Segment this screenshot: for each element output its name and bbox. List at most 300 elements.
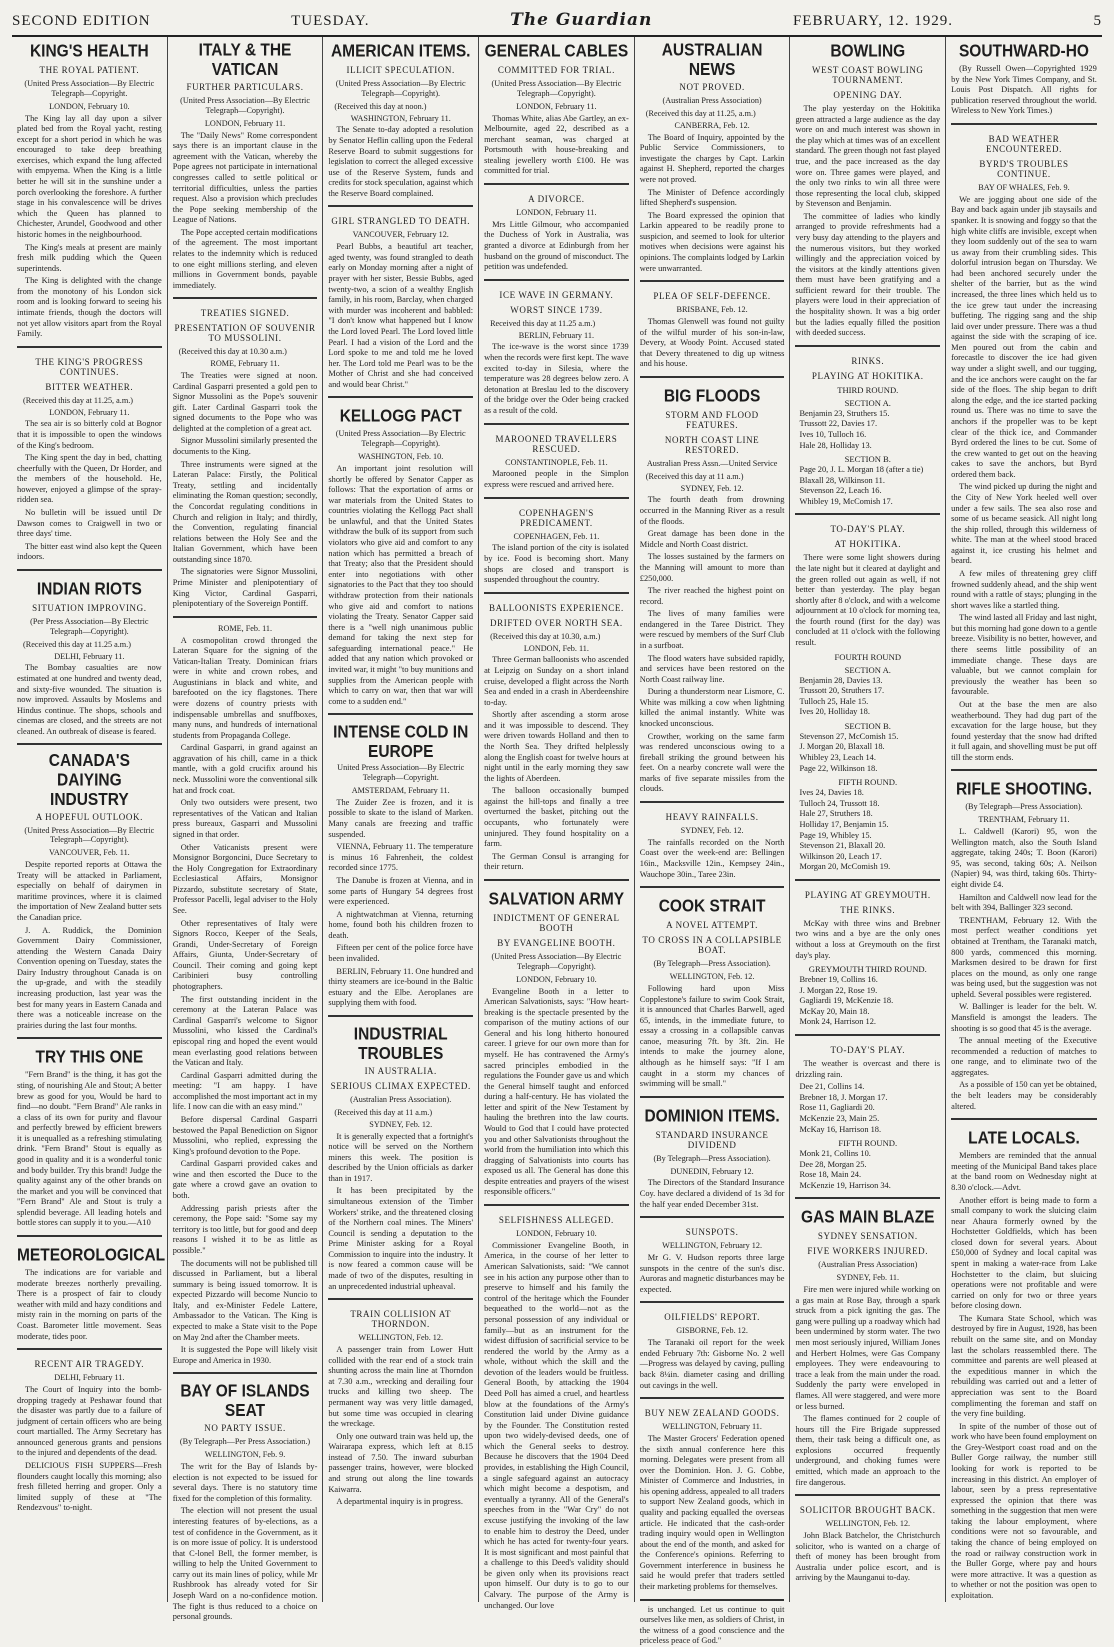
dateline: SYDNEY, Feb. 11.	[836, 1273, 900, 1283]
article-headline: DOMINION ITEMS.	[644, 1106, 780, 1127]
article	[17, 1037, 162, 1229]
wire-credit: Australian Press Assn.—United Service	[646, 458, 778, 468]
dateline: WASHINGTON, Feb. 10.	[358, 452, 444, 462]
paragraph: It is suggested the Pope will likely visit Europe and America in 1930.	[172, 1345, 318, 1365]
column-4	[479, 37, 635, 1610]
article-subhead: OPENING DAY.	[833, 90, 903, 101]
paragraph: A cosmopolitan crowd thronged the Lateran Square for the signing of the Vatican-Italian Treaty. Dominican friars were in white and crown robes, and Augustinians in black and white, and barefooted on the icy flagstones. There were dozens of country priests with indispensable umbrellas and snuffboxes, many nuns, and hundreds of international students from Propaganda College.	[172, 635, 318, 740]
paragraph: Cardinal Gasparri, in grand against an aggravation of his chill, came in a thick mantle, with a gold crucifix around his neck. Mussolini wore the conventional silk hat and frock coat.	[172, 743, 318, 795]
score-line: McKay 16, Harrison 18.	[799, 1124, 882, 1134]
day-label: TUESDAY.	[291, 13, 370, 29]
score-line: Hale 28, Holliday 13.	[799, 440, 872, 450]
paragraph: The signatories were Signor Mussolini, Prime Minister and plenipotentiary of King Victor, Cardinal Gasparri, plenipotentiary of the Sovereign Pontiff.	[172, 567, 318, 609]
dateline: CANBERRA, Feb. 12.	[674, 120, 750, 130]
score-line: Monk 21, Collins 10.	[799, 1149, 871, 1159]
paragraph: Out at the base the men are also weatherbound. They had dug part of the excavation for the large house, but they found yesterday that the snow had drifted it full again, and shovelling must be put off till the storm ends.	[951, 699, 1097, 762]
dateline: AMSTERDAM, February 11.	[351, 786, 450, 796]
article-subhead: PLAYING AT HOKITIKA.	[811, 370, 924, 381]
paragraph: BERLIN, February 11. One hundred and thirty steamers are ice-bound in the Baltic estuary and the Elbe. Aeroplanes are supplying them with food.	[328, 966, 474, 1008]
article-subhead: FIVE WORKERS INJURED.	[807, 1246, 929, 1257]
paragraph: The lives of many families were endangered in the Taree District. They were rescued by members of the Surf Club in a surfboat.	[639, 609, 785, 650]
article-subhead: TO-DAY'S PLAY.	[830, 524, 906, 535]
paragraph: Cardinal Gasparri provided cakes and wine and then escorted the Duce to the gate where a crowd gave an ovation to both.	[172, 1159, 318, 1201]
section-label: FIFTH ROUND.	[838, 777, 898, 788]
dateline: ROME, February 11.	[210, 359, 280, 369]
article	[951, 1118, 1097, 1601]
paragraph: The island portion of the city is isolated by ice. Food is becoming short. Many shops are closed and transport is suspended throughout the country.	[484, 543, 629, 585]
article-subhead: TO-DAY'S PLAY.	[830, 1045, 906, 1056]
paragraph: Fire men were injured while working on a gas main at Rose Bay, through a spark struck from a pick igniting the gas. The gang were pulling up a roadway which had been undermined by storm water. The two men most seriously injured, William Jones and Herbert Holmes, were Gas Company employees. They were endeavouring to trace a leak from the main under the road. Suddenly the party were enveloped in flames. All were staggered, and were more or less burned.	[795, 1285, 941, 1411]
article	[328, 1298, 473, 1508]
paragraph: The "Daily News" Rome correspondent says there is an important clause in the agreement with the Vatican, whereby the Pope agrees not participate in international congresses called to settle political or territorial difficulties, unless the parties request. Also a provision which precludes the Pope seeking membership of the League of Nations.	[172, 130, 318, 225]
article-headline: LATE LOCALS.	[968, 1128, 1080, 1149]
article-subhead: A NOVEL ATTEMPT.	[666, 920, 759, 931]
dateline: WASHINGTON, February 11.	[350, 113, 451, 123]
article-subhead: FURTHER PARTICULARS.	[186, 82, 304, 93]
paragraph: There were some light showers during the late night but it cleared at daylight and the green rolled out again as well, if not better than yesterday. The play began shortly after 8 o'clock, and with a welcome adjournment at 10 o'clock for morning tea, the fourth round (first for the day) was concluded at 11 o'clock with the following result.	[795, 553, 941, 648]
dateline: WELLINGTON, February 12.	[662, 1241, 763, 1251]
dateline: BERLIN, February 11.	[518, 330, 594, 340]
dateline: WELLINGTON, Feb. 9.	[204, 1450, 286, 1460]
paragraph: The losses sustained by the farmers on the Manning will amount to more than £250,000.	[639, 552, 785, 583]
column-7	[946, 37, 1102, 1602]
score-line: J. Morgan 20, Blaxall 18.	[799, 742, 885, 752]
dateline: ROME, Feb. 11.	[218, 623, 273, 633]
paragraph: Hamilton and Caldwell now lead for the belt with 394, Ballinger 323 second.	[951, 892, 1097, 913]
article-headline: TRY THIS ONE	[35, 1048, 144, 1068]
paragraph: The Minister of Defence accordingly lifted Shepherd's suspension.	[639, 187, 785, 208]
score-line: Tulloch 24, Trussott 18.	[799, 798, 880, 808]
article	[17, 743, 162, 1031]
article-subhead: RECENT AIR TRAGEDY.	[34, 1359, 145, 1370]
dateline: LONDON, February 11.	[49, 407, 130, 417]
paragraph: Fifteen per cent of the police force have been invalided.	[328, 943, 474, 963]
paragraph: The Kumara State School, which was destroyed by fire in August, 1928, has been rebuilt on the same site, and on Monday last the scholars reassembled there. The committee and parents are well pleased at the expeditious manner in which the rebuilding was carried out and a letter of appreciation was sent to the Board complimenting the foreman and staff on the very fine building.	[951, 1313, 1097, 1419]
paragraph: An important joint resolution will shortly be offered by Senator Capper as follows: That the exportation of arms or war materials from the United States to countries violating the Kellogg Pact shall be unlawful, and that the United States withdraw the bulk of its support from such violators who give aid and comfort to any nation which has permitted a breach of that Treaty; also that the President should enter into negotiations with other signatories to the Pact that they too should withdraw protection from their nationals who give aid and comfort to nations violating the Treaty. Senator Capper said there is a "well nigh unanimous public demand for taking the next step for safeguarding international peace." He added that any nation which provoked or invited war, it might "to buy munitions and supplies from the American people with which to carry on war, then that war will come to a sudden end."	[328, 463, 474, 706]
article-headline: INDIAN RIOTS	[36, 579, 142, 600]
score-line: Stevenson 27, McComish 15.	[799, 731, 899, 741]
paragraph: Another effort is being made to form a small company to work the sluicing claim near Ahaura formerly owned by the Hochstetter Goldfields, which has been closed down for several years. About £50,000 of Sydney and local capital was spent in making a water-race from Lake Hochstetter to the claim, but sluicing operations were not profitable and were carried on only for two or three years before closing down.	[951, 1195, 1097, 1311]
article	[795, 1494, 940, 1584]
article-subhead: AT HOKITIKA.	[834, 539, 902, 550]
received-time: (Received this day at 11.25 a.m.)	[23, 639, 131, 649]
paragraph: The Zuider Zee is frozen, and it is possible to skate to the island of Marken. Many canals are freezing and traffic suspended.	[328, 797, 474, 839]
article	[328, 713, 473, 1009]
paragraph: The election will not present the usual interesting features of by-elections, as a test of confidence in the Government, as it is on more issue of policy. It is understood that C-lonel Bell, the former member, is willing to help the United Government to carry out its main lines of policy, while Mr Rushbrook has already voted for Sir Joseph Ward on a no-confidence motion. The fight is thus reduced to a choice on personal grounds.	[172, 1506, 318, 1622]
paragraph: The German Consul is arranging for their return.	[484, 851, 629, 872]
article	[640, 376, 785, 795]
paragraph: Only one outward train was held up, the Wairarapa express, which left at 8.15 instead of 7.50. The inward suburban passenger trains, however, were blocked and strung out along the line towards Kaiwarra.	[328, 1431, 474, 1494]
paragraph: The rainfalls recorded on the North Coast over the week-end are: Bellingen 16in., Macksville 12in., Kempsey 24in., Wauchope 30in., Taree 23in.	[639, 837, 785, 879]
paragraph: The King's meals at present are mainly fresh milk pudding which the Queen superintends.	[17, 242, 162, 273]
paragraph: The King spent the day in bed, chatting cheerfully with the Queen, Dr Horder, and the members of the household. He, however, enjoyed a glimpse of the spray-ridden sea.	[17, 453, 162, 505]
wire-credit: (United Press Association—By Electric Telegraph—Copyright).	[335, 79, 466, 98]
article	[640, 1397, 785, 1593]
article-subhead: ICE WAVE IN GERMANY.	[499, 289, 614, 300]
score-line: Rose 11, Gagliardi 20.	[799, 1103, 875, 1113]
article	[795, 879, 940, 1028]
received-time: Received this day at 11.25 a.m.)	[490, 318, 596, 328]
score-line: Whibley 19, McComish 17.	[799, 496, 893, 506]
article	[795, 345, 940, 508]
paragraph: No bulletin will be issued until Dr Dawson comes to Craigwell in two or three days' time.	[17, 508, 162, 539]
dateline: CONSTANTINOPLE, Feb. 11.	[505, 457, 608, 467]
article	[640, 886, 785, 1090]
dateline: BAY OF WHALES, Feb. 9.	[978, 182, 1070, 192]
received-time: (Received this day at 10.30 a.m.)	[178, 347, 287, 357]
article	[795, 513, 940, 872]
paragraph: The sea air is so bitterly cold at Bognor that it is impossible to open the windows of the King's bedroom.	[17, 419, 162, 450]
article-subhead: OILFIELDS' REPORT.	[664, 1312, 760, 1323]
paragraph: Cardinal Gasparri admitted during the meeting: "I am happy. I have accomplished the most important act in my life. I now can die with an easy mind."	[172, 1070, 318, 1112]
article	[951, 123, 1097, 763]
article-subhead: THE KING'S PROGRESS CONTINUES.	[35, 356, 144, 377]
article	[484, 592, 629, 873]
paragraph: The Board expressed the opinion that Larkin appeared to be readily prone to suspicion, and seemed to look for ulterior motives when decisions were against his opinions. The complaints lodged by Larkin were unwarranted.	[639, 210, 785, 273]
paragraph: The fourth death from drowning occurred in the Manning River as a result of the floods.	[639, 495, 785, 526]
score-line: Wilkinson 20, Leach 17.	[799, 851, 882, 861]
dateline: BRISBANE, Feb. 12.	[676, 305, 748, 315]
score-line: Stevenson 21, Blaxall 20.	[799, 841, 886, 851]
column-6	[790, 37, 946, 1602]
section-label: GREYMOUTH THIRD ROUND.	[808, 964, 927, 975]
paragraph: The bitter east wind also kept the Queen indoors.	[17, 541, 162, 562]
column-1	[12, 37, 168, 1602]
dateline: LONDON, February 10.	[516, 974, 597, 984]
paragraph: McKay with three wins and Brebner two wins and a bye are the only ones without a loss at Greymouth on the first day's play.	[795, 918, 941, 960]
article-subhead: COPENHAGEN'S PREDICAMENT.	[518, 507, 594, 528]
received-time: (Received this day at 10.30, a.m.)	[490, 631, 601, 641]
dateline: WELLINGTON, Feb. 12.	[825, 1519, 911, 1529]
dateline: LONDON, February 11.	[516, 101, 597, 111]
score-line: Page 22, Wilkinson 18.	[799, 763, 878, 773]
wire-credit: United Press Association—By Electric Telegraph—Copyright.	[337, 763, 465, 783]
score-line: Tulloch 25, Hale 15.	[799, 696, 869, 706]
paragraph: The documents will not be published till discussed in Parliament, but a liberal summary is being issued tomorrow. It is expected Pizzardo will become Nuncio to Italy, and ex-Minister Fedele Lattere, Ambassador to the Vatican. The King is expected to make a State visit to the Pope on May 2nd after the Chamber meets.	[172, 1258, 318, 1342]
paragraph: Three instruments were signed at the Lateran Palace: Firstly, the Political Treaty, settling and incidentally eliminating the Roman question; secondly, the Concordat regulating conditions in Church and religion in Italy; and thirdly, the Convention, regulating financial relations between the Holy See and the Italian Government, which have been outstanding since 1870.	[172, 459, 318, 564]
wire-credit: (By Telegraph—Press Association).	[653, 1153, 771, 1163]
article	[328, 396, 473, 707]
paragraph: The Senate to-day adopted a resolution by Senator Heflin calling upon the Federal Reserve Board to submit suggestions for legislation to correct the alleged excessive use of the Reserve System, funds and credits for stock speculation, against which the Reserve Board complained.	[328, 125, 474, 198]
dateline: GISBORNE, Feb. 12.	[676, 1326, 748, 1336]
article	[795, 1197, 940, 1488]
article-subhead: SITUATION IMPROVING.	[32, 602, 147, 613]
article-subhead: MAROONED TRAVELLERS RESCUED.	[495, 433, 618, 454]
article	[173, 616, 318, 1367]
wire-credit: (Australian Press Association).	[350, 1094, 452, 1104]
article-subhead: TREATIES SIGNED.	[200, 308, 290, 319]
article-subhead: NOT PROVED.	[679, 82, 745, 93]
article-subhead: INDICTMENT OF GENERAL BOOTH	[493, 912, 620, 933]
paragraph: Signor Mussolini similarly presented the documents to the King.	[172, 436, 318, 457]
dateline: SYDNEY, Feb. 12.	[680, 826, 744, 836]
article	[484, 279, 629, 417]
article	[17, 569, 162, 737]
article-subhead: SERIOUS CLIMAX EXPECTED.	[330, 1080, 471, 1091]
paragraph: The play yesterday on the Hokitika green attracted a large audience as the day wore on and much interest was shown in the play which at times was of an excellent standard. The green though not fast played true, and the pace increased as the day wore on. Three games were played, and the only two rinks to win all three were those representing the local club, skipped by Stevenson and Benjamin.	[795, 104, 941, 209]
score-line: McKay 20, Main 18.	[799, 1006, 870, 1016]
article-headline: BIG FLOODS	[663, 386, 761, 407]
article-subhead: WORST SINCE 1739.	[510, 304, 603, 315]
paragraph: Members are reminded that the annual meeting of the Municipal Band takes place at the band room on Wednesday night at 8.30 o'clock.—Advt.	[951, 1151, 1097, 1192]
wire-credit: (United Press Association—By Electric Telegraph—Copyright).	[180, 96, 310, 115]
score-line: Page 19, Whibley 15.	[799, 830, 872, 840]
article-headline: AUSTRALIAN NEWS	[661, 40, 763, 80]
article-headline: KING'S HEALTH	[29, 41, 149, 62]
score-line: Holliday 17, Benjamin 15.	[799, 819, 889, 829]
dateline: LONDON, February 10.	[516, 1229, 597, 1239]
newspaper-page	[12, 8, 1102, 1646]
article-subhead: A DIVORCE.	[528, 194, 585, 205]
article-subhead: BITTER WEATHER.	[45, 381, 134, 392]
article	[484, 879, 629, 1198]
paragraph: The Bombay casualties are now estimated at one hundred and twenty dead, and sixty-five wounded. The situation is now improved. Assaults by Moslems and Hindus continue. The shops, schools and cinemas are closed, and the streets are not cleaned. An outbreak of disease is feared.	[17, 663, 162, 736]
section-label: SECTION B.	[844, 720, 891, 731]
article	[17, 1348, 162, 1514]
paragraph: DELICIOUS FISH SUPPERS—Fresh flounders caught locally this morning; also fresh filleted herring and groper. Only a limited supply of these at "The Rendezvous" to-night.	[17, 1461, 162, 1513]
paragraph: TRENTHAM, February 12. With the most perfect weather conditions yet obtained at Trentham, the Taranaki match, 800 yards, commenced this morning. Marksmen desired to be drawn for first places on the mound, as only one range was being used, but the suggestion was not upheld. Several possibles were registered.	[951, 915, 1097, 999]
article	[640, 801, 785, 880]
paragraph: The indications are for variable and moderate breezes northerly prevailing. There is a prospect of fair to cloudy weather with mild and hazy conditions and misty rain in the morning on parts of the Coast. Barometer little movement. Seas moderate, tides poor.	[17, 1268, 162, 1341]
paragraph: Great damage has been done in the Midcle and North Coast district.	[639, 529, 785, 549]
article-headline: ITALY & THE VATICAN	[198, 40, 292, 80]
article-subhead: DRIFTED OVER NORTH SEA.	[490, 617, 623, 628]
received-time: (Received this day at 11 a.m.)	[334, 1107, 433, 1117]
article-headline: BOWLING	[830, 41, 906, 62]
paragraph: J. A. Ruddick, the Dominion Government Dairy Commissioner, attending the Western Canada Dairy Convention opening on Tuesday, states the Dairy Industry throughout Canada is on the up-grade, and with the steadily increasing production, last year was the best for many years in Eastern Canada and there was a noticeable increase on the prairies during the last four months.	[17, 925, 162, 1030]
paragraph: The flood waters have subsided rapidly, and services have been restored on the North Coast railway line.	[639, 653, 785, 684]
paragraph: We are jogging about one side of the Bay and back again under jib staysails and spanker. It is snowing and foggy so that the high white cliffs are invisible, except when they loom suddenly out of the sea to warn us away from their crumbling sides. This dolorful intrusion began on Thursday. We had been anchored securely under the shelter of the barrier, but as the wind increased, the three lines which held us to the ice grew taut under the increasing buffeting. The rigging sang and the ship laid over under pressure. There was a thud against the side with the scraping of ice. Men poured out from the cabin and forecastle to discover the ice had given way under a slight swell, and our tugging, and the ice anchors were caught on the far side of the floes. The ship began to drift along the edge, and the ice started packing round us. There was no time to save the anchors if the propeller was to be kept clear of the thick ice, and Commander Byrd ordered the lines to be cut. Some of the crew wanted to get out on the heaving cakes to save the anchors, but Byrd ordered them back.	[951, 194, 1097, 479]
article-subhead: SYDNEY SENSATION.	[817, 1231, 918, 1242]
dateline: VANCOUVER, February 12.	[352, 230, 449, 240]
article	[640, 1096, 785, 1210]
article-subhead: SELFISHNESS ALLEGED.	[498, 1215, 614, 1226]
article-subhead: THE RINKS.	[840, 904, 896, 915]
score-list	[799, 465, 940, 507]
wire-credit: (Per Press Association—By Electric Telegraph—Copyright).	[30, 616, 149, 636]
paragraph: L. Caldwell (Karori) 95, won the Wellington match, also the South Island aggregate, taking 240s; T. Boon (Karori) 95, was second, taking 60s; A. Neilson (Napier) 94, was third, taking 60s. Thirty-eight divide £4.	[951, 827, 1097, 890]
paragraph: It is generally expected that a fortnight's notice will be served on the Northern miners this week. The position is described by the Union officials as darker than in 1917.	[328, 1131, 474, 1183]
article-headline: KELLOGG PACT	[339, 407, 462, 427]
score-line: Gagliardi 19, McKenzie 18.	[799, 996, 894, 1006]
paragraph: The annual meeting of the Executive recommended a reduction of matches to one range, and to eliminate two of the aggregates.	[951, 1036, 1097, 1077]
paragraph: The Directors of the Standard Insurance Coy. have declared a dividend of 1s 3d for the half year ended December 31st.	[639, 1178, 785, 1209]
article	[328, 43, 473, 199]
dateline: LONDON, Feb. 11.	[523, 643, 589, 653]
article-subhead: NO PARTY ISSUE.	[204, 1423, 286, 1434]
paragraph: The Board of Inquiry, appointed by the Public Service Commissioners, to investigate the charges by Capt. Larkin against H. Shepherd, reported the charges were not proved.	[639, 132, 785, 184]
score-list	[799, 788, 940, 873]
dateline: DELHI, February 11.	[54, 1373, 125, 1383]
article-subhead: SOLICITOR BROUGHT BACK.	[799, 1505, 936, 1516]
article-subhead: PRESENTATION OF SOUVENIR TO MUSSOLINI.	[174, 323, 316, 344]
article-headline: COOK STRAIT	[658, 896, 766, 917]
article	[640, 1599, 785, 1647]
paper-name: The Guardian	[510, 10, 653, 30]
dateline: VANCOUVER, Feb. 11.	[48, 848, 130, 858]
article-subhead: BUY NEW ZEALAND GOODS.	[644, 1408, 780, 1419]
edition-label: SECOND EDITION	[12, 13, 151, 29]
paragraph: A departmental inquiry is in progress.	[336, 1497, 463, 1507]
article	[795, 1034, 940, 1191]
wire-credit: (By Telegraph—Press Association).	[653, 959, 771, 969]
article-subhead: HEAVY RAINFALLS.	[665, 812, 759, 823]
columns	[12, 37, 1102, 1646]
dateline: TRENTHAM, February 11.	[978, 815, 1070, 825]
paragraph: Thomas Glenwell was found not guilty of the wilful murder of his son-in-law, Devery, at Woody Point. Accused stated that Devery threatened to dig up witness and his house.	[639, 316, 785, 369]
article	[484, 183, 629, 273]
article-headline: SALVATION ARMY	[488, 889, 625, 910]
article-headline: INDUSTRIAL TROUBLES	[353, 1024, 448, 1064]
score-line: Benjamin 23, Struthers 15.	[799, 408, 890, 418]
article	[640, 1216, 785, 1295]
wire-credit: (By Telegraph—Per Press Association.)	[179, 1437, 311, 1447]
article-headline: SOUTHWARD-HO	[958, 41, 1089, 62]
article	[795, 43, 940, 339]
article	[640, 280, 785, 370]
wire-credit: (United Press Association—By Electric Telegraph—Copyright).	[491, 951, 622, 971]
score-line: Brebner 19, Collins 16.	[799, 975, 878, 985]
paragraph: Shortly after ascending a storm arose and it was impossible to descend. They were driven towards Holland and then to the North Sea. They drifted helplessly along the English coast for twelve hours at night until in the early morning they saw the lights of Aberdeen.	[484, 710, 629, 783]
wire-credit: (United Press Association—By Electric Telegraph—Copyright).	[491, 79, 622, 98]
paragraph: In spite of the number of those out of work who have been found employment on the Grey-Westport coast road and on the Buller Gorge railway, the number still looking for work is reported to be increasing in this district. An employer of labour, seen by a press representative expressed the opinion that there was something in the suggestion that men were taking the labour employment, where conditions were not so favourable, and taking the chance of being employed on the road or railway construction work in the Buller Gorge, where pay and hours were more attractive. It was a question as to whether or not the position was open to exploitation.	[951, 1421, 1097, 1600]
article-subhead: SUNSPOTS.	[685, 1227, 739, 1238]
wire-credit: (United Press Association—By Electric Telegraph—Copyright).	[335, 429, 466, 449]
section-label: SECTION A.	[844, 397, 891, 408]
paragraph: Despite reported reports at Ottawa the Treaty will be attacked in Parliament, especially on behalf of dairymen in maritime provinces, where it is claimed the importation of New Zealand butter sets the Canadian price.	[17, 860, 162, 922]
paragraph: Pearl Bubbs, a beautiful art teacher, aged twenty, was found strangled to death early on Monday morning after a night of prayer with her sister, Bessie Bubbs, aged twenty-two, a scion of a wealthy English family, in his room, Barclay, when charged with murder was incoherent and babbled: "I don't know what happened but I know the Lord loved Pearl. The Lord loved little Pearl. I had a vision of the Lord and the Lord spoke to me and told me he loved her. The Lord told me Pearl was to be the Mother of Christ and she had conceived and would bear Christ."	[328, 242, 474, 389]
score-list	[799, 1082, 940, 1135]
article	[640, 1301, 785, 1391]
paragraph: Before dispersal Cardinal Gasparri bestowed the Papal Benediction on Signor Mussolini, who replied, expressing the King's profound devotion to the Pope.	[172, 1114, 318, 1156]
section-label: SECTION A.	[844, 664, 891, 675]
article-headline: CANADA'S DAIYING INDUSTRY	[48, 751, 130, 811]
paragraph: John Black Batchelor, the Christchurch solicitor, who is wanted on a charge of theft of money has been brought from Australia under police escort, and is arriving by the Maunganui to-day.	[795, 1530, 941, 1583]
dateline: DELHI, February 11.	[54, 651, 125, 661]
article-subhead: BAD WEATHER ENCOUNTERED.	[985, 133, 1062, 154]
score-line: Trussott 20, Struthers 17.	[799, 686, 885, 696]
score-line: Brebner 18, J. Morgan 17.	[799, 1092, 888, 1102]
paragraph: Following hard upon Miss Copplestone's failure to swim Cook Strait, it is announced that Charles Barwell, aged 65, intends, in the immediate future, to essay a crossing in a collapsible canvas canoe, measuring 7ft. by 3ft. 2in. He intends to make the journey alone, although as he himself says: "If I am caught in a storm my chances of swimming will be small."	[639, 983, 785, 1089]
paragraph: Thomas White, alias Abe Gartley, an ex-Melbournite, aged 22, described as a merchant seaman, was charged at Portsmouth with house-breaking and stealing jewellery worth £100. He was committed for trial.	[484, 113, 629, 176]
dateline: COPENHAGEN, Feb. 11.	[513, 531, 600, 541]
wire-credit: (United Press Association—By Electric Telegraph—Copyright.	[24, 79, 155, 98]
masthead	[12, 8, 1102, 37]
dateline: WELLINGTON, Feb. 12.	[669, 972, 755, 982]
article	[484, 497, 629, 586]
article-headline: GENERAL CABLES	[484, 41, 629, 62]
score-line: Stevenson 22, Leach 16.	[799, 486, 882, 496]
score-list	[799, 409, 940, 451]
paragraph: The Treaties were signed at noon. Cardinal Gasparri presented a gold pen to Signor Mussolini as the Pope's souvenir gift. Later Cardinal Gasparri took the signed documents to the Pope who was delighted at the completion of a great act.	[172, 370, 318, 433]
article	[951, 769, 1097, 1112]
article	[328, 205, 473, 390]
section-label: SECTION B.	[844, 454, 891, 465]
column-2	[168, 37, 324, 1622]
wire-credit: (By Telegraph—Press Association).	[965, 802, 1083, 812]
paragraph: The river reached the highest point on record.	[639, 586, 785, 606]
article-subhead: THE ROYAL PATIENT.	[39, 65, 140, 76]
article-headline: AMERICAN ITEMS.	[330, 41, 471, 62]
page-number: 5	[1093, 13, 1102, 29]
score-list	[799, 1149, 940, 1191]
article-subhead: STORM AND FLOOD FEATURES.	[665, 409, 759, 430]
paragraph: The Court of Inquiry into the bomb-dropping tragedy at Peshawar found that the disaster was partly due to a failure of judgment of certain officers who are being court martialled. The Army Secretary has announced generous grants and pensions to the injured and dependents of the dead.	[17, 1384, 162, 1458]
article-headline: INTENSE COLD IN EUROPE	[333, 722, 469, 762]
score-line: Morgan 20, McComish 19.	[799, 862, 891, 872]
paragraph: The wind picked up during the night and the City of New York heeled well over under a few sails. The sea also rose and some of us became seasick. All night long the ship rolled, through this wilderness of white. The man at the wheel stood braced against it, ice crusting his helmet and beard.	[951, 482, 1097, 566]
article-subhead: IN AUSTRALIA.	[364, 1065, 437, 1076]
article-subhead: WEST COAST BOWLING TOURNAMENT.	[812, 65, 924, 86]
article	[172, 40, 318, 291]
received-time: (Received this day at noon.)	[334, 101, 427, 111]
score-line: Ives 10, Tulloch 16.	[799, 429, 867, 439]
paragraph: It has been precipitated by the simultaneous extension of the Timber Workers' strike, and the threatened closing of the Northern coal mines. The Miners' Council is sending a deputation to the Prime Minister asking for a Royal Commission to inquire into the industry. It is now feared a common cause will be made of two of the disputes, resulting in an unprecedented industrial upheaval.	[328, 1186, 474, 1291]
dateline: LONDON, February 11.	[204, 118, 286, 128]
article	[17, 43, 162, 340]
section-label: FOURTH ROUND	[834, 651, 902, 662]
article-headline: BAY OF ISLANDS SEAT	[180, 1381, 310, 1421]
score-line: Whibley 23, Leach 14.	[799, 753, 876, 763]
paragraph: The Taranaki oil report for the week ended February 7th: Gisborne No. 2 well—Progress was delayed by caving, pulling back 8¼in. diameter casing and drilling out cavings in the well.	[639, 1338, 785, 1390]
dateline: WELLINGTON, February 11.	[662, 1422, 762, 1432]
paragraph: The ice-wave is the worst since 1739 when the records were first kept. The wave excited to-day in Silesia, where the temperature was 28 degrees below zero. A detonation at Breslau led to the discovery of the bridge over the Oder being cracked as a result of the cold.	[484, 342, 629, 415]
paragraph: "Fern Brand" is the thing, it has got the sting, of nourishing Ale and Stout; A better brew as good for you, Would be hard to find—no doubt. "Fern Brand" Ale ranks in a class of its own for purity and flavour and perfectly brewed by efficient brewers it is unequalled as a refreshing stimulating drink. "Fern Brand" Stout is equally as good in quality and it is a wonderful tonic and body builder. Try this brand! Judge the quality against any of the other brands on the market and you will be convinced that "Fern Brand" Ale and Stout is truly a splendid beverage. All leading hotels and bottle stores can supply it to you.—A10	[17, 1070, 162, 1228]
article-subhead: COMMITTED FOR TRIAL.	[497, 65, 615, 76]
article-subhead: TRAIN COLLISION AT THORNDON.	[350, 1309, 452, 1330]
score-line: Trussott 22, Davies 17.	[799, 419, 878, 429]
paragraph: VIENNA, February 11. The temperature is minus 16 Fahrenheit, the coldest recorded since 1775.	[328, 842, 474, 873]
score-line: Page 20, J. L. Morgan 18 (after a tie)	[799, 465, 924, 475]
score-line: McKenzie 19, Harrison 34.	[799, 1180, 891, 1190]
score-line: Rose 18, Main 24.	[799, 1170, 862, 1180]
article	[17, 346, 162, 563]
paragraph: The first outstanding incident in the ceremony at the Lateran Palace was Cardinal Gasparri's welcome to Signor Mussolini, who kissed the Cardinal's episcopal ring and hoped the event would mean everlasting good relations between the Vatican and Italy.	[172, 994, 318, 1068]
paragraph: The flames continued for 2 couple of hours till the Fire Brigade suppressed them, their task being a difficult one, as explosions occurred frequently underground, and choking fumes were emitted, which made an approach to the fire dangerous.	[795, 1414, 941, 1487]
score-line: Hale 27, Struthers 18.	[799, 809, 873, 819]
paragraph: Mrs Little Gilmour, who accompanied the Duchess of York in Australia, was granted a divorce at Edinburgh from her husband on the ground of misconduct. The petition was undefended.	[484, 219, 629, 272]
score-line: Benjamin 28, Davies 13.	[799, 675, 883, 685]
paragraph: Other Vaticanists present were Monsignor Borgoncini, Duce Secretary to the Holy Congregation for Extraordinary Ecclesiastical Affairs, Monsignor Pizzardo, substitute secretary of State, Professor Pacelli, legal adviser to the Holy See.	[172, 842, 318, 915]
score-line: Dee 21, Collins 14.	[799, 1082, 865, 1092]
section-label: THIRD ROUND.	[837, 384, 899, 395]
score-list	[799, 975, 940, 1028]
dateline: LONDON, February 11.	[516, 208, 597, 218]
column-5	[635, 37, 791, 1646]
article-subhead: STANDARD INSURANCE DIVIDEND	[655, 1129, 769, 1150]
paragraph: Commissioner Evangeline Booth, in America, in the course of her letter to American Salvationists, said: "We cannot see in his action any purpose other than to preserve to himself and his family the control of the heritage which the Founder bequeathed to the world—not as the personal possession of any individual or family—but as an instrument for the widest diffusion of sacrificial service to be rendered the world by the Army as a whole, without which the skill and the devotion of the leaders would be fruitless. General Booth, by attacking the 1904 Deed Poll has aimed a cruel, and heartless blow at the foundations of the Army's Constitution laid under Divine guidance by the Founder. The Constitution rested upon two widely-devised deeds, one of which the General seeks to destroy. Because he discovers that the 1904 Deed provides, in establishing the High Council, a single safeguard against an autocracy which might become a despotism, and eventually a tyranny. All of the General's speeches from in the "War Cry" do not excuse justifying the invoking of the law to enable him to destroy the Deed, under which he has acted for twenty-four years. It is most significant and most painful that a challenge to this Deed's validity should be given only when its provisions react upon himself. Our duty is to go to our Calvary. The purpose of the Army is unchanged. Our love	[484, 1240, 629, 1610]
paragraph: A passenger train from Lower Hutt collided with the rear end of a stock train shunting across the main line at Thorndon at 7.30 a.m., wrecking and derailing four trucks and killing two sheep. The permanent way was very little damaged, but some time was occupied in clearing the wreckage.	[328, 1345, 474, 1429]
received-time: (Received this day at 11.25, a.m.)	[645, 108, 756, 118]
article-headline: GAS MAIN BLAZE	[801, 1208, 935, 1228]
paragraph: As a possible of 150 can yet be obtained, the belt leaders may be considerably altered.	[951, 1080, 1097, 1111]
paragraph: The balloon occasionally bumped against the hill-tops and finally a tree overturned the basket, pitching out the occupants, who fortunately were uninjured. They found hospitality on a farm.	[484, 786, 629, 849]
score-line: J. Morgan 22, Rose 19.	[799, 985, 878, 995]
paragraph: The wind lasted all Friday and last night, but this morning had gone down to a gentle breeze. Visibility is no better, however, and there seems little possibility of an immediate change. These days are valuable, but we cannot complain for previously the weather has been so favourable.	[951, 613, 1097, 697]
article-subhead: BY EVANGELINE BOOTH.	[497, 937, 616, 948]
score-line: Dee 28, Morgan 25.	[799, 1159, 867, 1169]
article-subhead: PLEA OF SELF-DEFENCE.	[653, 291, 771, 302]
dateline: WELLINGTON, Feb. 12.	[358, 1333, 444, 1343]
article	[173, 1372, 318, 1622]
score-line: Blaxall 28, Wilkinson 11.	[799, 475, 885, 485]
dateline: SYDNEY, Feb. 12.	[680, 483, 744, 493]
article-subhead: ILLICIT SPECULATION.	[346, 65, 455, 76]
paragraph: Crowther, working on the same farm was rendered unconscious owing to a fireball striking the ground between his feet. On a nearby concrete wall were the marks of five separate missiles from the clouds.	[639, 731, 785, 794]
paragraph: is unchanged. Let us continue to quit ourselves like men, as soldiers of Christ, in the witness of a good conscience and the priceless peace of God."	[639, 1604, 785, 1646]
article	[484, 1204, 629, 1611]
article-headline: RIFLE SHOOTING.	[955, 780, 1092, 800]
